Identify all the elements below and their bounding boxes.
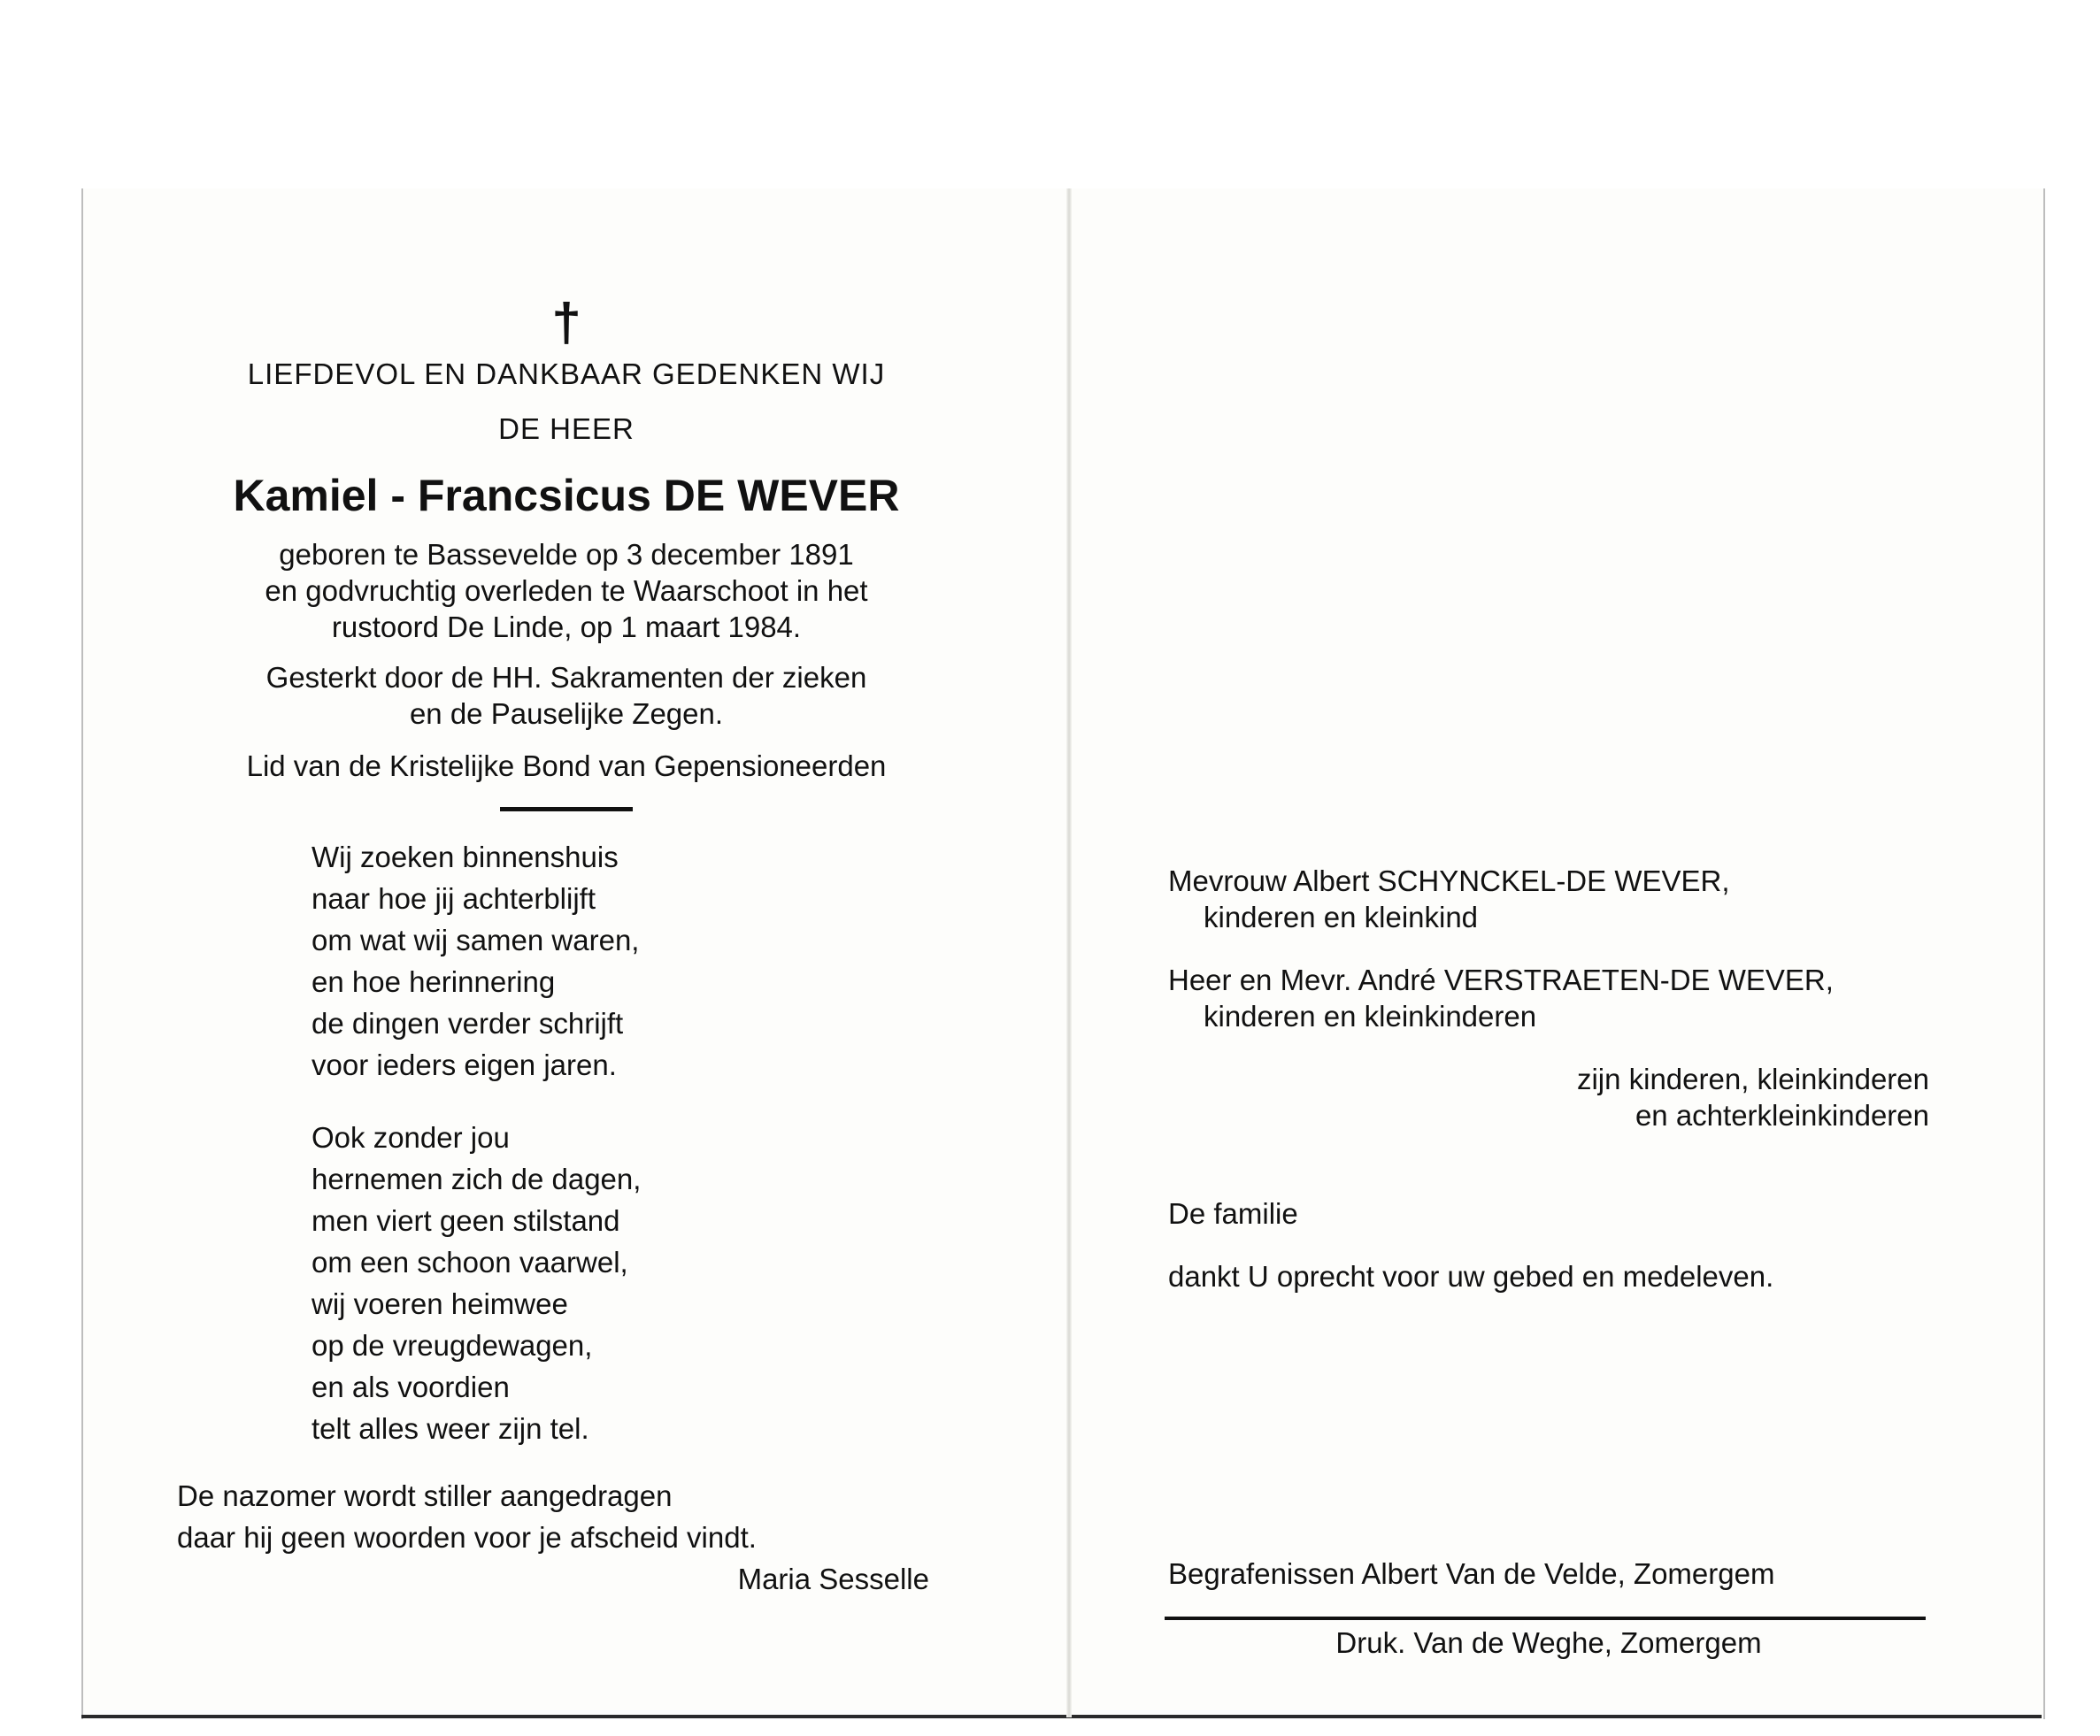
closing-line: De nazomer wordt stiller aangedragen <box>177 1479 673 1512</box>
bio-line: Gesterkt door de HH. Sakramenten der zieken <box>265 661 867 694</box>
membership-info: Lid van de Kristelijke Bond van Gepensioneerden <box>246 749 887 782</box>
poem-line: hernemen zich de dagen, <box>312 1163 642 1195</box>
descendants-line: en achterkleinkinderen <box>1635 1099 1929 1132</box>
poem-line: en als voordien <box>312 1371 510 1403</box>
printer-credit: Druk. Van de Weghe, Zomergem <box>1335 1626 1762 1659</box>
closing-verse <box>177 1475 956 1558</box>
poem-line: men viert geen stilstand <box>312 1204 620 1237</box>
bio-line: rustoord De Linde, op 1 maart 1984. <box>331 611 802 643</box>
poem-line: naar hoe jij achterblijft <box>312 882 596 915</box>
left-page <box>177 292 956 1600</box>
family-line-verstraeten: Heer en Mevr. André VERSTRAETEN-DE WEVER, <box>1168 964 1834 996</box>
title-text: DE HEER <box>498 412 635 445</box>
intro-text: LIEFDEVOL EN DANKBAAR GEDENKEN WIJ <box>247 357 886 390</box>
poem-stanza <box>312 836 956 1086</box>
cross-icon: † <box>551 293 581 352</box>
poem-line: telt alles weer zijn tel. <box>312 1412 589 1445</box>
descendants-line: zijn kinderen, kleinkinderen <box>1576 1063 1929 1095</box>
funeral-home: Begrafenissen Albert Van de Velde, Zomergem <box>1168 1557 1775 1590</box>
right-page <box>1168 863 1929 1294</box>
poem-line: Wij zoeken binnenshuis <box>312 841 619 873</box>
family-sub-schynckel: kinderen en kleinkind <box>1204 901 1479 933</box>
thanks-text: dankt U oprecht voor uw gebed en medeleven. <box>1168 1260 1774 1293</box>
birth-death-info <box>177 536 956 645</box>
bio-line: en godvruchtig overleden te Waarschoot in het <box>265 574 868 607</box>
family-sub-verstraeten: kinderen en kleinkinderen <box>1204 1000 1537 1033</box>
separator <box>500 807 633 811</box>
poem-line: en hoe herinnering <box>312 965 556 998</box>
poem <box>312 836 956 1449</box>
footer-rule <box>1165 1617 1926 1620</box>
poem-author: Maria Sesselle <box>737 1563 929 1595</box>
poem-line: Ook zonder jou <box>312 1121 510 1154</box>
poem-line: om wat wij samen waren, <box>312 924 640 956</box>
sacraments-info <box>177 659 956 732</box>
poem-stanza <box>312 1117 956 1449</box>
poem-line: de dingen verder schrijft <box>312 1007 624 1040</box>
poem-line: wij voeren heimwee <box>312 1287 568 1320</box>
bio-line: en de Pauselijke Zegen. <box>409 697 724 730</box>
family-line-schynckel: Mevrouw Albert SCHYNCKEL-DE WEVER, <box>1168 864 1730 897</box>
deceased-name: Kamiel - Francsicus DE WEVER <box>233 471 900 520</box>
card-bottom-edge <box>81 1715 2042 1718</box>
poem-line: om een schoon vaarwel, <box>312 1246 628 1279</box>
poem-line: voor ieders eigen jaren. <box>312 1049 617 1081</box>
card-fold <box>1066 188 1072 1717</box>
family-label: De familie <box>1168 1197 1298 1230</box>
poem-line: op de vreugdewagen, <box>312 1329 593 1362</box>
bio-line: geboren te Bassevelde op 3 december 1891 <box>279 538 854 571</box>
closing-line: daar hij geen woorden voor je afscheid vindt. <box>177 1521 757 1554</box>
